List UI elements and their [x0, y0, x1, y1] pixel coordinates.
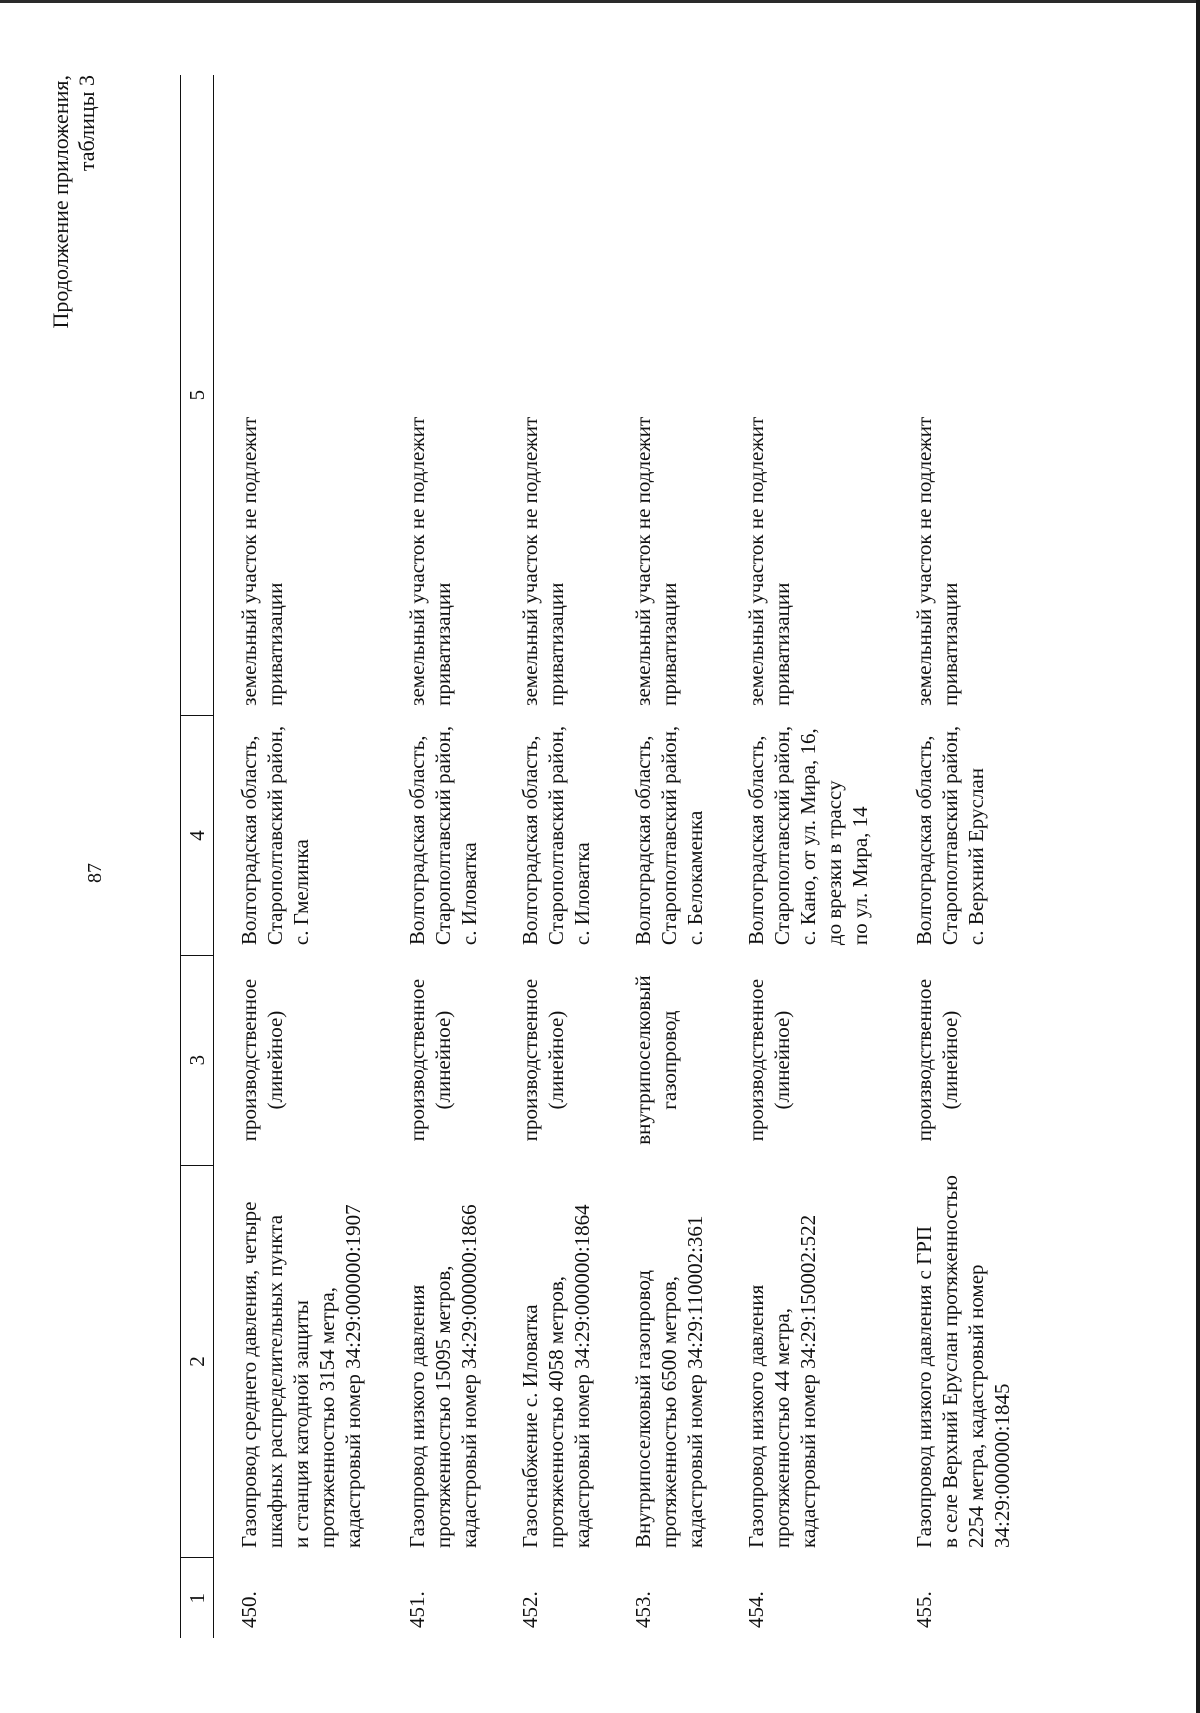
object-address-cell [889, 716, 1021, 955]
object-name-line: 2254 метра, кадастровый номер [963, 1264, 988, 1548]
object-address-line: Старополтавский район, [656, 725, 681, 946]
object-type-cell [495, 955, 608, 1165]
object-address-line: Волгоградская область, [743, 735, 768, 946]
object-name-line: кадастровый номер 34:29:000000:1866 [456, 1204, 481, 1548]
object-name-line: 34:29:000000:1845 [989, 1383, 1014, 1548]
object-name-line: кадастровый номер 34:29:150002:522 [795, 1214, 820, 1548]
privatization-note-line: приватизации [263, 582, 287, 706]
object-address-cell [495, 716, 608, 955]
row-number-cell: 450. [237, 1591, 261, 1628]
object-address-cell [608, 716, 721, 955]
object-address-line: с. Кано, от ул. Мира, 16, [795, 728, 820, 946]
header-col-4: 4 [181, 716, 214, 955]
object-name-cell [889, 1165, 1021, 1558]
table-row [721, 75, 889, 1638]
object-address-line: Старополтавский район, [543, 725, 568, 946]
privatization-note-line: земельный участок не подлежит [404, 416, 429, 706]
object-address-line: Волгоградская область, [517, 735, 542, 946]
privatization-note-line: приватизации [656, 582, 681, 706]
object-type-line: производственное [911, 978, 936, 1142]
object-type-line: (линейное) [263, 1010, 287, 1110]
privatization-note-cell [608, 75, 721, 716]
object-name-cell [495, 1165, 608, 1558]
object-address-line: Волгоградская область, [630, 735, 655, 946]
object-type-cell [608, 955, 721, 1165]
object-type-line: (линейное) [543, 1010, 568, 1110]
object-type-line: производственное [237, 978, 261, 1142]
privatization-note-cell [889, 75, 1021, 716]
object-address-cell [214, 716, 382, 955]
continuation-line-1: Продолжение приложения, [48, 75, 73, 329]
table-row [608, 75, 721, 1638]
privatization-note-line: приватизации [430, 582, 455, 706]
object-name-line: протяженностью 44 метра, [769, 1308, 794, 1548]
object-address-line: по ул. Мира, 14 [847, 806, 872, 946]
object-type-line: (линейное) [937, 1010, 962, 1110]
object-address-line: с. Гмелинка [289, 839, 313, 946]
object-name-cell [721, 1165, 889, 1558]
object-type-line: производственное [404, 978, 429, 1142]
object-name-line: кадастровый номер 34:29:110002:361 [682, 1215, 707, 1548]
row-number-cell: 453. [630, 1591, 655, 1628]
privatization-note-cell [721, 75, 889, 716]
object-name-line: кадастровый номер 34:29:000000:1907 [341, 1204, 365, 1548]
registry-table [180, 75, 1021, 1638]
object-type-line: внутрипоселковый [630, 975, 655, 1145]
object-type-line: газопровод [656, 1010, 681, 1110]
object-address-line: Старополтавский район, [937, 725, 962, 946]
object-name-line: протяженностью 3154 метра, [315, 1287, 339, 1548]
object-address-cell [382, 716, 495, 955]
object-name-cell [608, 1165, 721, 1558]
object-address-line: с. Иловатка [569, 842, 594, 946]
page-number: 87 [84, 863, 106, 883]
object-type-cell [721, 955, 889, 1165]
object-address-line: с. Иловатка [456, 842, 481, 946]
object-address-line: с. Белокаменка [682, 810, 707, 946]
object-name-line: Газопровод низкого давления [743, 1284, 768, 1548]
object-type-cell [382, 955, 495, 1165]
object-address-line: Волгоградская область, [911, 735, 936, 946]
object-name-line: протяженностью 15095 метров, [430, 1265, 455, 1548]
object-address-line: Старополтавский район, [263, 725, 287, 946]
object-type-line: (линейное) [430, 1010, 455, 1110]
header-col-2: 2 [181, 1165, 214, 1558]
continuation-note [48, 75, 100, 328]
object-address-line: с. Верхний Еруслан [963, 768, 988, 946]
object-type-cell [214, 955, 382, 1165]
object-address-cell [721, 716, 889, 955]
table-row [382, 75, 495, 1638]
table-header-row [181, 75, 214, 1638]
privatization-note-line: земельный участок не подлежит [743, 416, 768, 706]
row-number-cell: 451. [404, 1591, 429, 1628]
object-name-line: Газопровод среднего давления, четыре [237, 1201, 261, 1548]
privatization-note-line: земельный участок не подлежит [630, 416, 655, 706]
privatization-note-line: приватизации [769, 582, 794, 706]
table-row [214, 75, 382, 1638]
object-name-line: Внутрипоселковый газопровод [630, 1270, 655, 1548]
privatization-note-cell [495, 75, 608, 716]
object-type-cell [889, 955, 1021, 1165]
object-name-line: Газопровод низкого давления [404, 1284, 429, 1548]
privatization-note-line: приватизации [937, 582, 962, 706]
privatization-note-line: земельный участок не подлежит [517, 416, 542, 706]
object-name-line: Газопровод низкого давления с ГРП [911, 1225, 936, 1548]
object-address-line: Старополтавский район, [769, 725, 794, 946]
object-type-line: производственное [743, 978, 768, 1142]
continuation-line-2: таблицы 3 [74, 75, 99, 172]
table-row [889, 75, 1021, 1638]
privatization-note-line: земельный участок не подлежит [911, 416, 936, 706]
privatization-note-line: земельный участок не подлежит [237, 416, 261, 706]
object-name-line: протяженностью 6500 метров, [656, 1275, 681, 1548]
row-number-cell: 454. [743, 1591, 768, 1628]
object-name-line: шкафных распределительных пункта [263, 1214, 287, 1548]
object-address-line: Волгоградская область, [237, 735, 261, 946]
object-type-line: производственное [517, 978, 542, 1142]
object-name-cell [382, 1165, 495, 1558]
header-col-3: 3 [181, 955, 214, 1165]
object-type-line: (линейное) [769, 1010, 794, 1110]
object-name-line: и станция катодной защиты [289, 1300, 313, 1548]
object-address-line: Старополтавский район, [430, 725, 455, 946]
table-body [214, 75, 1021, 1638]
privatization-note-line: приватизации [543, 582, 568, 706]
privatization-note-cell [214, 75, 382, 716]
table-row [495, 75, 608, 1638]
object-name-line: кадастровый номер 34:29:000000:1864 [569, 1204, 594, 1548]
object-name-cell [214, 1165, 382, 1558]
row-number-cell: 452. [517, 1591, 542, 1628]
header-col-5: 5 [181, 75, 214, 716]
header-col-1: 1 [181, 1558, 214, 1638]
object-name-line: в селе Верхний Еруслан протяженностью [937, 1175, 962, 1548]
object-address-line: Волгоградская область, [404, 735, 429, 946]
object-name-line: Газоснабжение с. Иловатка [517, 1304, 542, 1548]
row-number-cell: 455. [911, 1591, 936, 1628]
object-address-line: до врезки в трассу [821, 780, 846, 946]
object-name-line: протяженностью 4058 метров, [543, 1275, 568, 1548]
privatization-note-cell [382, 75, 495, 716]
